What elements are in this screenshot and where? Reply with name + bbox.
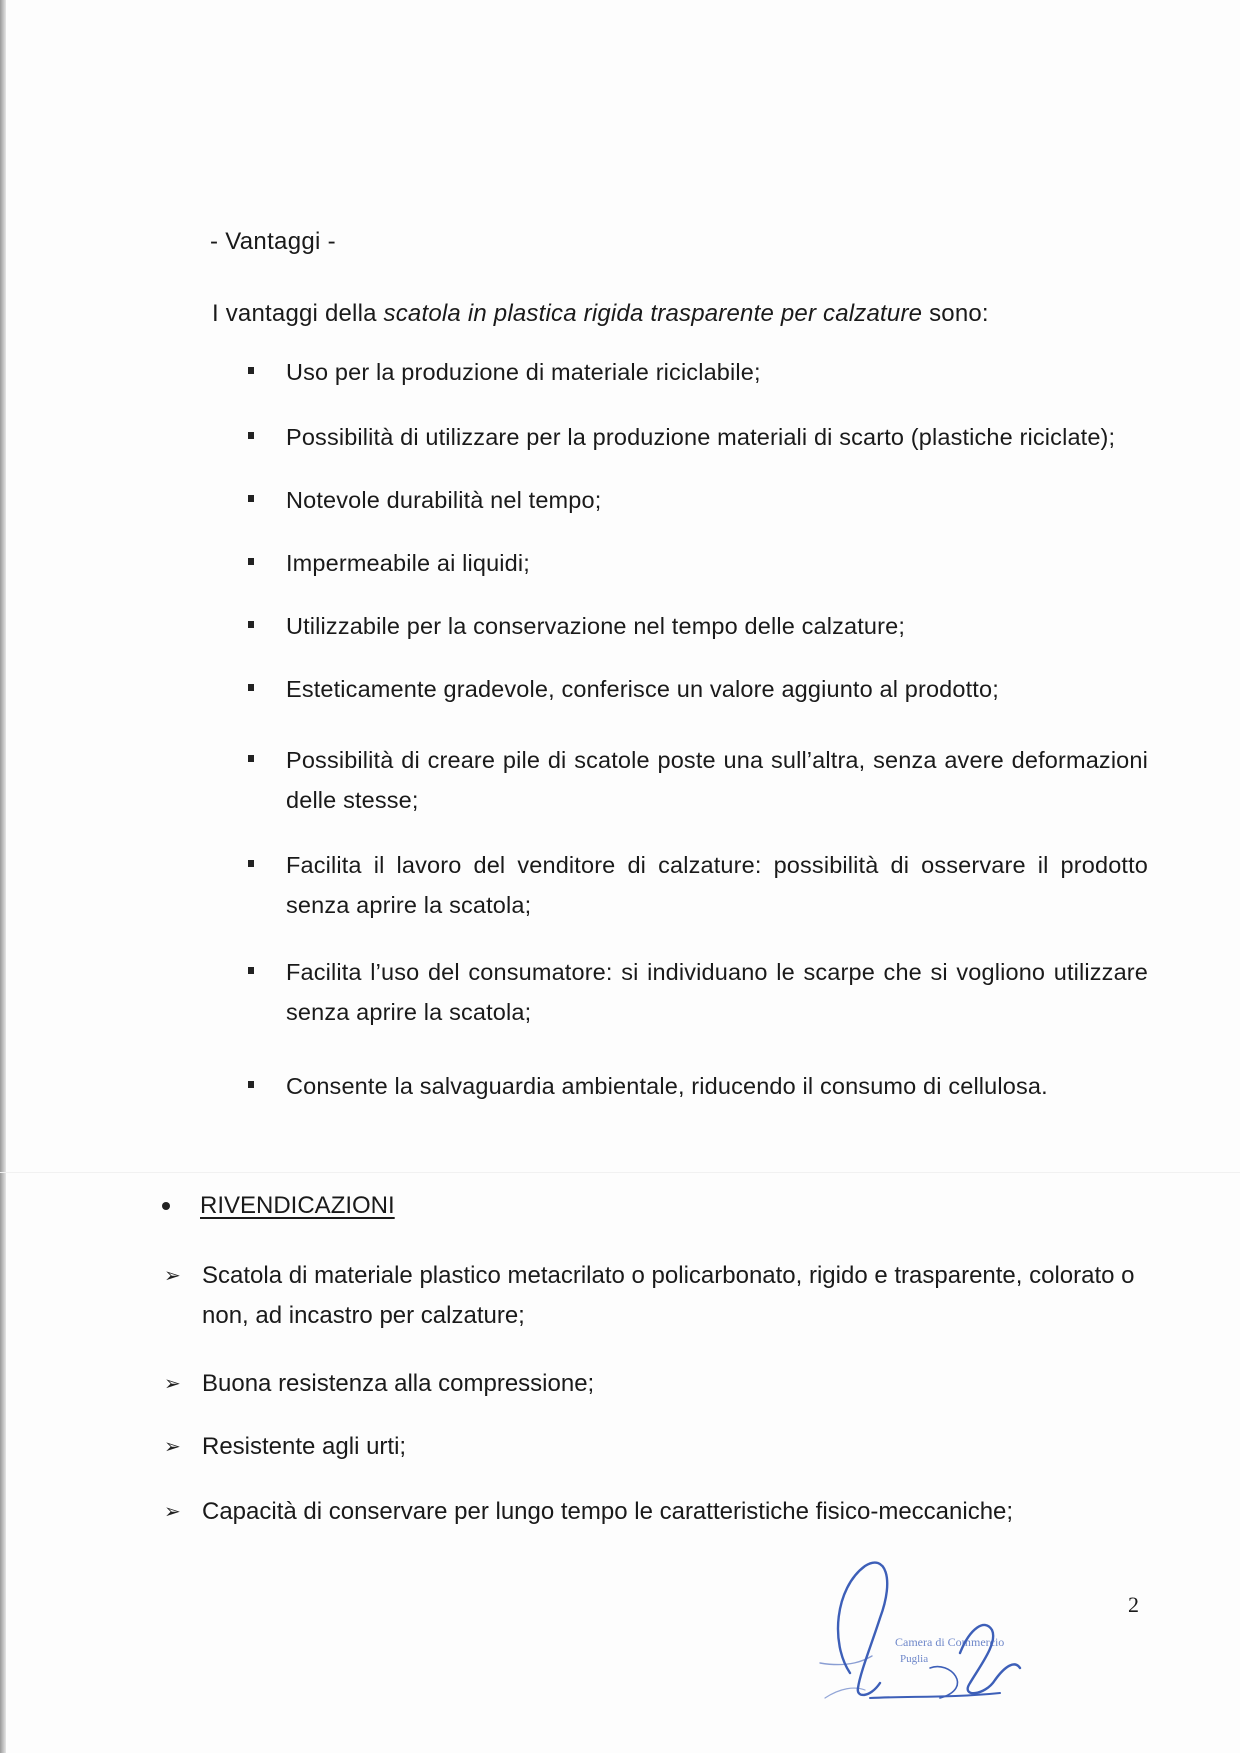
arrowhead-bullet-icon: ➢ <box>164 1436 181 1458</box>
advantage-item <box>248 352 1148 392</box>
square-bullet-icon <box>248 417 286 457</box>
claim-item <box>164 1364 1144 1404</box>
advantage-text: Possibilità di creare pile di scatole poste una sull’altra, senza avere deformazioni delle stesse; <box>286 747 1148 813</box>
arrowhead-bullet-icon: ➢ <box>164 1265 181 1287</box>
advantage-text: Impermeabile ai liquidi; <box>286 550 530 576</box>
advantage-text: Uso per la produzione di materiale riciclabile; <box>286 359 761 385</box>
advantage-item <box>248 543 1148 583</box>
square-bullet-icon <box>248 740 286 780</box>
intro-sentence <box>212 300 989 328</box>
claim-text: Buona resistenza alla compressione; <box>202 1370 595 1397</box>
advantage-text: Possibilità di utilizzare per la produzione materiali di scarto (plastiche riciclate); <box>286 424 1116 450</box>
signature-stamp-icon <box>810 1548 1060 1708</box>
advantage-text: Consente la salvaguardia ambientale, riducendo il consumo di cellulosa. <box>286 1073 1048 1099</box>
page-number: 2 <box>1128 1592 1139 1617</box>
advantage-text: Facilita il lavoro del venditore di calzature: possibilità di osservare il prodotto senza aprire la scatola; <box>286 852 1148 918</box>
claim-text: Scatola di materiale plastico metacrilato o policarbonato, rigido e trasparente, colorato o non, ad incastro per calzature; <box>202 1262 1135 1329</box>
claim-item <box>164 1427 1144 1467</box>
advantage-item <box>248 1066 1148 1106</box>
advantage-item <box>248 606 1148 646</box>
square-bullet-icon <box>248 606 286 646</box>
square-bullet-icon <box>248 952 286 992</box>
advantage-text: Notevole durabilità nel tempo; <box>286 487 602 513</box>
arrowhead-bullet-icon: ➢ <box>164 1501 181 1523</box>
square-bullet-icon <box>248 352 286 392</box>
section-heading-vantaggi: - Vantaggi - <box>210 228 336 255</box>
claim-item <box>164 1256 1144 1336</box>
square-bullet-icon <box>248 845 286 885</box>
square-bullet-icon <box>248 480 286 520</box>
square-bullet-icon <box>248 543 286 583</box>
claim-text: Capacità di conservare per lungo tempo le caratteristiche fisico-meccaniche; <box>202 1498 1014 1525</box>
square-bullet-icon <box>248 669 286 709</box>
square-bullet-icon <box>248 1066 286 1106</box>
scan-edge-shadow <box>0 0 6 1753</box>
advantage-item <box>248 845 1148 925</box>
advantage-item <box>248 740 1148 820</box>
claims-heading-label: RIVENDICAZIONI <box>200 1192 395 1219</box>
advantage-item <box>248 952 1148 1032</box>
claims-heading <box>162 1192 395 1220</box>
advantage-text: Facilita l’uso del consumatore: si individuano le scarpe che si vogliono utilizzare senza aprire la scatola; <box>286 959 1148 1025</box>
advantage-text: Utilizzabile per la conservazione nel tempo delle calzature; <box>286 613 906 639</box>
advantage-item <box>248 480 1148 520</box>
intro-text-after: sono: <box>922 300 989 327</box>
intro-text-emphasis: scatola in plastica rigida trasparente per calzature <box>383 300 923 327</box>
advantage-item <box>248 669 1148 709</box>
arrowhead-bullet-icon: ➢ <box>164 1373 181 1395</box>
scan-faint-line <box>0 1172 1240 1173</box>
stamp-text-line1: Camera di Commercio <box>895 1635 1005 1649</box>
intro-text-before: I vantaggi della <box>212 300 384 327</box>
stamp-text-line2: Puglia <box>900 1653 929 1665</box>
advantage-item <box>248 417 1148 457</box>
claim-item <box>164 1492 1144 1532</box>
round-bullet-icon <box>162 1202 170 1210</box>
claim-text: Resistente agli urti; <box>202 1433 407 1460</box>
advantage-text: Esteticamente gradevole, conferisce un valore aggiunto al prodotto; <box>286 676 999 702</box>
